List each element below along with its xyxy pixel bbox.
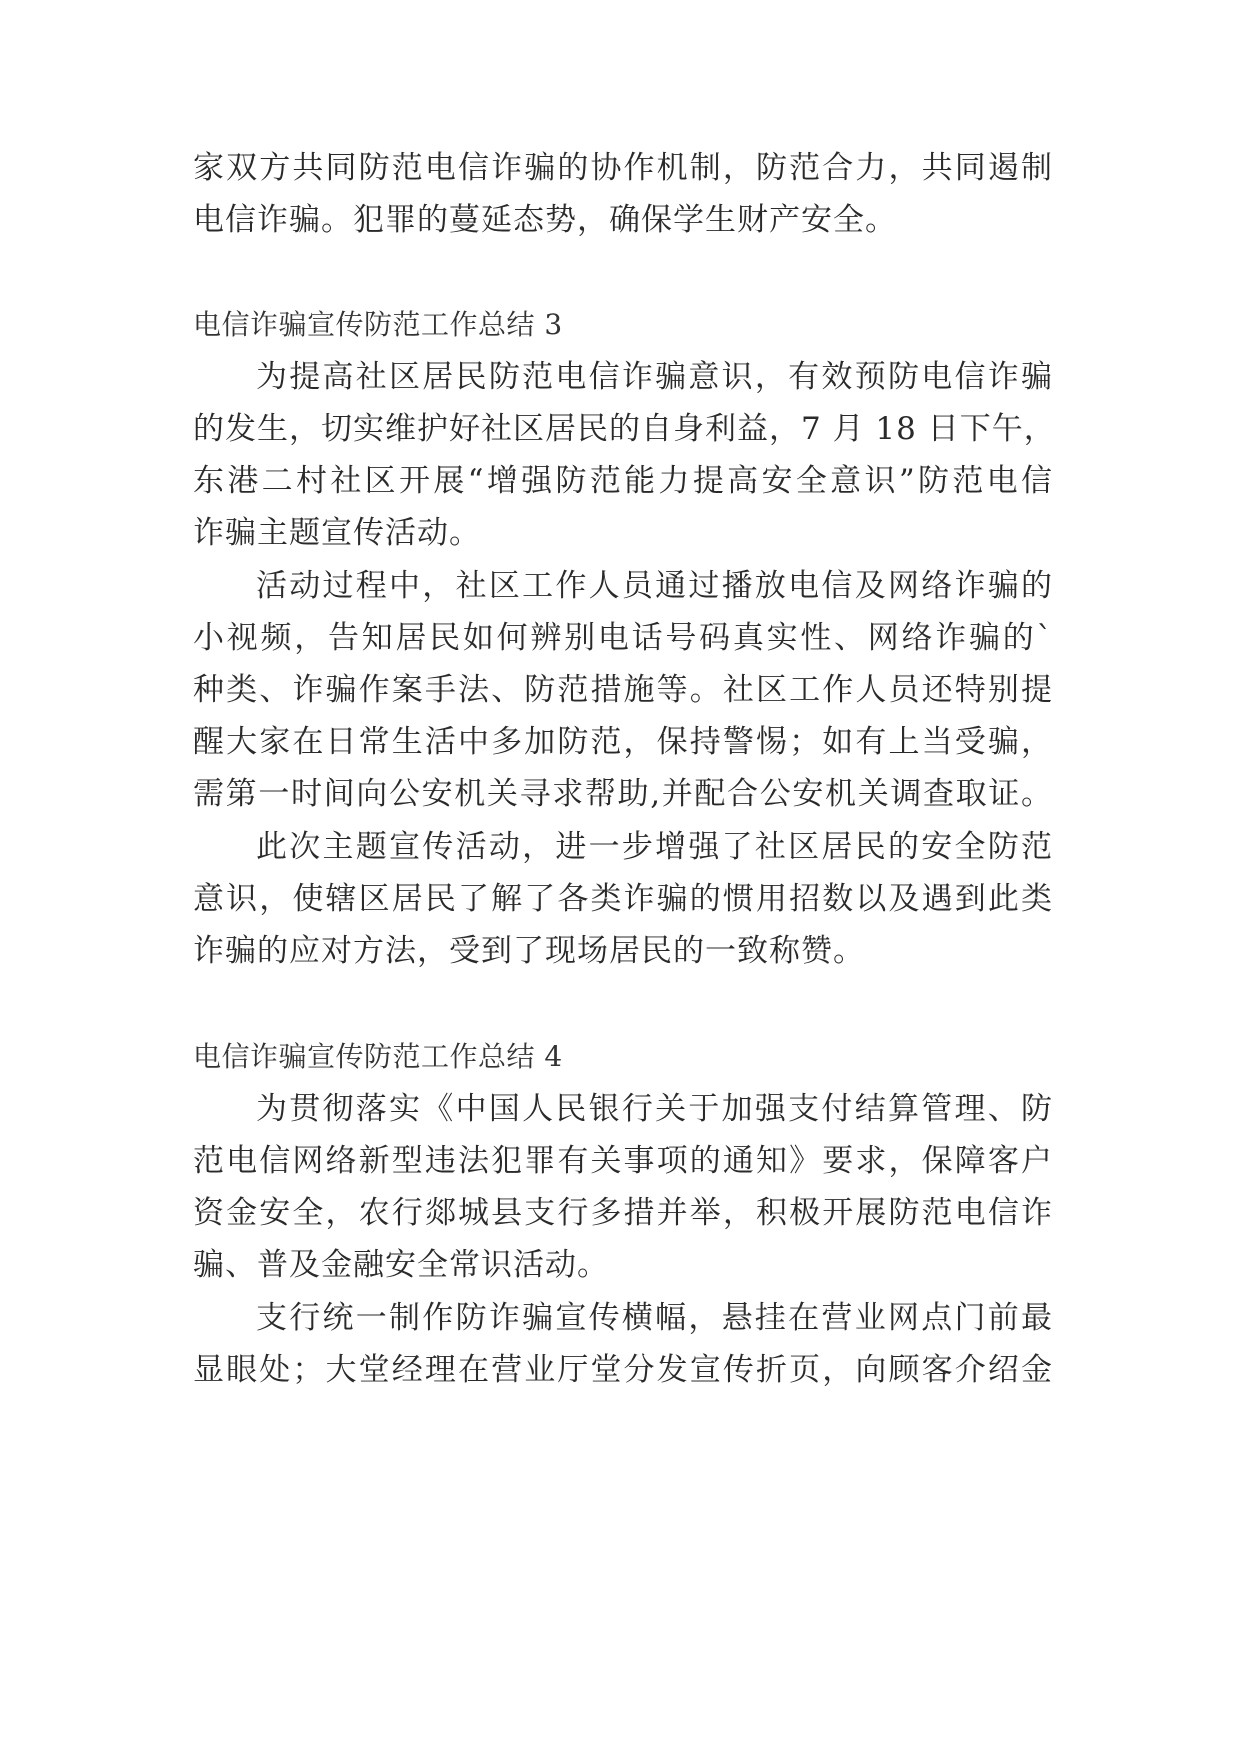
body-text-line: 种类、诈骗作案手法、防范措施等。社区工作人员还特别提 [193, 672, 1053, 708]
body-text-line: 的发生，切实维护好社区居民的自身利益，7 月 18 日下午， [193, 411, 1056, 447]
body-text-line: 显眼处；大堂经理在营业厅堂分发宣传折页，向顾客介绍金 [193, 1352, 1053, 1388]
body-text-line: 资金安全，农行郯城县支行多措并举，积极开展防范电信诈 [193, 1195, 1053, 1231]
body-text-line: 范电信网络新型违法犯罪有关事项的通知》要求，保障客户 [193, 1143, 1053, 1179]
body-text-line: 诈骗的应对方法，受到了现场居民的一致称赞。 [193, 933, 865, 969]
body-text-line: 需第一时间向公安机关寻求帮助,并配合公安机关调查取证。 [193, 776, 1053, 812]
body-text-line: 家双方共同防范电信诈骗的协作机制，防范合力，共同遏制 [193, 150, 1053, 186]
body-text-line: 支行统一制作防诈骗宣传横幅，悬挂在营业网点门前最 [256, 1300, 1053, 1336]
body-text-line: 骗、普及金融安全常识活动。 [193, 1247, 609, 1283]
section-heading-4: 电信诈骗宣传防范工作总结 4 [193, 1040, 563, 1073]
body-text-line: 醒大家在日常生活中多加防范，保持警惕；如有上当受骗， [193, 724, 1053, 760]
body-text-line: 诈骗主题宣传活动。 [193, 515, 481, 551]
body-text-line: 此次主题宣传活动，进一步增强了社区居民的安全防范 [256, 829, 1053, 865]
body-text-line: 意识，使辖区居民了解了各类诈骗的惯用招数以及遇到此类 [193, 881, 1053, 917]
section-heading-3: 电信诈骗宣传防范工作总结 3 [193, 308, 563, 341]
body-text-line: 为提高社区居民防范电信诈骗意识，有效预防电信诈骗 [256, 359, 1053, 395]
body-text-line: 为贯彻落实《中国人民银行关于加强支付结算管理、防 [256, 1091, 1053, 1127]
body-text-line: 电信诈骗。犯罪的蔓延态势，确保学生财产安全。 [193, 202, 897, 238]
body-text-line: 东港二村社区开展“增强防范能力提高安全意识”防范电信 [193, 463, 1053, 499]
body-text-line: 小视频，告知居民如何辨别电话号码真实性、网络诈骗的` [193, 620, 1053, 656]
body-text-line: 活动过程中，社区工作人员通过播放电信及网络诈骗的 [256, 568, 1053, 604]
